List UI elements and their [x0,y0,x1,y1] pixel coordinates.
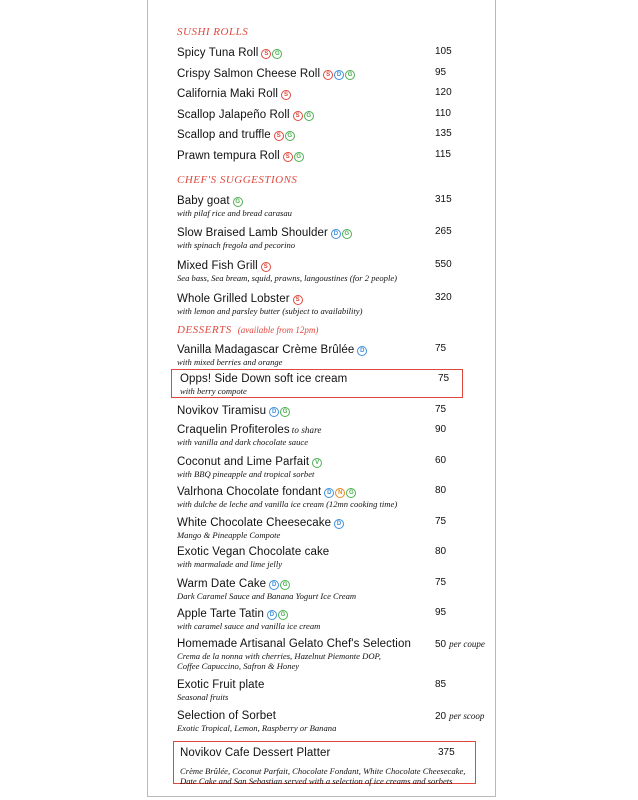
item-price: 75 [435,516,447,527]
item-description: Crema de la nonna with cherries, Hazelnut Piemonte DOP, [177,651,381,661]
dietary-g-icon: G [346,488,356,498]
item-description: with marmalade and lime jelly [177,559,283,569]
item-description: Mango & Pineapple Compote [177,530,281,540]
item-description-line2: Coffee Capuccino, Safron & Honey [177,661,300,671]
dietary-badges [233,193,244,207]
item-name-text: Scallop and truffle [177,129,271,141]
item-price: 75 [438,373,450,384]
menu-item [177,45,487,60]
dietary-s-icon: S [281,90,291,100]
item-price: 90 [435,424,447,435]
dietary-badges [274,127,296,141]
dietary-d-icon: D [334,70,344,80]
menu-item [177,127,487,142]
section-title-sushi-rolls: SUSHI ROLLS [177,26,249,38]
desserts-title: DESSERTS [177,324,232,336]
dietary-d-icon: D [331,229,341,239]
item-description: with BBQ pineapple and tropical sorbet [177,469,315,479]
item-price: 95 [435,607,447,618]
menu-item [177,423,487,447]
dietary-s-icon: S [274,131,284,141]
item-description: Exotic Tropical, Lemon, Raspberry or Banana [177,723,337,733]
menu-item [177,193,487,218]
item-price: 120 [435,87,452,98]
dietary-badges [267,606,289,620]
menu-item [177,66,487,81]
item-name-text: Novikov Cafe Dessert Platter [180,747,331,759]
menu-item [177,576,487,601]
item-price: 75 [435,343,447,354]
dietary-g-icon: G [278,610,288,620]
dietary-d-icon: D [334,519,344,529]
item-price: 265 [435,226,452,237]
item-price: 135 [435,128,452,139]
item-price: 110 [435,108,451,119]
menu-item [177,545,487,569]
item-description: with spinach fregola and pecorino [177,240,296,250]
dietary-d-icon: D [267,610,277,620]
menu-item [177,484,487,509]
section-title-chefs-suggestions: CHEF'S SUGGESTIONS [177,174,298,186]
menu-item [177,258,487,283]
section-title-desserts [177,324,318,336]
dietary-badges [324,484,357,498]
dietary-g-icon: G [233,197,243,207]
dietary-badges [334,515,345,529]
menu-item [177,606,487,631]
dietary-badges [312,454,323,468]
item-name-text: Coconut and Lime Parfait [177,456,310,468]
item-description: Crème Brûlée, Coconut Parfait, Chocolate Fondant, White Chocolate Cheesecake, [180,766,466,776]
price-unit: per coupe [449,639,485,649]
menu-item [177,637,487,671]
item-name-text: Homemade Artisanal Gelato Chef's Selection [177,638,411,650]
menu-item [177,678,487,702]
item-name-text: Warm Date Cake [177,578,267,590]
item-price: 80 [435,485,447,496]
item-price: 75 [435,577,447,588]
item-name-text: White Chocolate Cheesecake [177,517,332,529]
dietary-badges [261,258,272,272]
menu-item [177,454,487,479]
menu-item [180,746,490,786]
dietary-badges [357,342,368,356]
item-description: with berry compote [180,386,247,396]
menu-item [177,403,487,418]
dietary-s-icon: S [293,295,303,305]
item-price: 375 [438,747,455,758]
dietary-s-icon: S [261,262,271,272]
menu-item [177,515,487,540]
dietary-badges [269,576,291,590]
item-price: 550 [435,259,452,270]
dietary-g-icon: G [342,229,352,239]
dietary-badges [281,86,292,100]
item-name-text: Apple Tarte Tatin [177,608,264,620]
item-price: 80 [435,546,447,557]
menu-item [177,86,487,101]
dietary-g-icon: G [272,49,282,59]
item-price: 20 per scoop [435,711,485,722]
item-price: 320 [435,292,452,303]
item-name-text: Exotic Vegan Chocolate cake [177,546,330,558]
dietary-s-icon: S [293,111,303,121]
dietary-v-icon: V [312,458,322,468]
item-price: 75 [435,404,447,415]
item-name-text: Slow Braised Lamb Shoulder [177,227,328,239]
item-description: with lemon and parsley butter (subject to availability) [177,306,363,316]
item-description: with dulche de leche and vanilla ice cream (12mn cooking time) [177,499,398,509]
dietary-g-icon: G [345,70,355,80]
item-name-text: Spicy Tuna Roll [177,47,259,59]
item-name-text: Novikov Tiramisu [177,405,267,417]
item-name-text: California Maki Roll [177,88,279,100]
dietary-g-icon: G [280,580,290,590]
item-description: Seasonal fruits [177,692,229,702]
item-description: Sea bass, Sea bream, squid, prawns, langoustines (for 2 people) [177,273,398,283]
dietary-d-icon: D [324,488,334,498]
item-price: 60 [435,455,447,466]
item-name-text: Vanilla Madagascar Crème Brûlée [177,344,355,356]
dietary-g-icon: G [304,111,314,121]
item-description: with vanilla and dark chocolate sauce [177,437,309,447]
item-price: 315 [435,194,452,205]
dietary-badges [323,66,356,80]
menu-item [177,148,487,163]
dietary-d-icon: D [269,407,279,417]
dietary-badges [331,225,353,239]
dietary-badges [293,291,304,305]
dietary-g-icon: G [294,152,304,162]
menu-item [177,342,487,367]
item-price: 115 [435,149,451,160]
item-name-text: Craquelin Profiteroles [177,424,290,436]
dietary-d-icon: D [357,346,367,356]
dietary-s-icon: S [323,70,333,80]
item-price: 85 [435,679,447,690]
dietary-badges [293,107,315,121]
item-name-text: Prawn tempura Roll [177,150,280,162]
item-price: 95 [435,67,447,78]
menu-item [177,709,487,733]
dietary-g-icon: G [280,407,290,417]
item-name-text: Valrhona Chocolate fondant [177,486,322,498]
dietary-g-icon: G [285,131,295,141]
menu-item [177,225,487,250]
item-price: 50 per coupe [435,639,485,650]
dietary-n-icon: N [335,488,345,498]
item-price: 105 [435,46,452,57]
item-name-text: Crispy Salmon Cheese Roll [177,68,321,80]
dietary-s-icon: S [283,152,293,162]
dietary-badges [269,403,291,417]
item-name-text: Selection of Sorbet [177,710,277,722]
menu-item [177,107,487,122]
dietary-badges [283,148,305,162]
price-unit: per scoop [449,711,485,721]
dietary-d-icon: D [269,580,279,590]
dietary-badges [261,45,283,59]
item-name-text: Exotic Fruit plate [177,679,265,691]
item-description: with pilaf rice and bread carasau [177,208,292,218]
item-description: with caramel sauce and vanilla ice cream [177,621,321,631]
dietary-s-icon: S [261,49,271,59]
menu-item [177,291,487,316]
menu-item [180,372,490,396]
item-name-text: Scallop Jalapeño Roll [177,109,290,121]
item-description: with mixed berries and orange [177,357,283,367]
item-note: to share [291,425,322,435]
item-name-text: Opps! Side Down soft ice cream [180,373,348,385]
item-name-text: Whole Grilled Lobster [177,293,290,305]
item-name-text: Baby goat [177,195,230,207]
item-description-line2: Date Cake and San Sebastian served with a selection of ice creams and sorbets [180,776,453,786]
item-description: Dark Caramel Sauce and Banana Yogurt Ice Cream [177,591,357,601]
item-name-text: Mixed Fish Grill [177,260,258,272]
desserts-availability-note: (available from 12pm) [237,325,319,335]
